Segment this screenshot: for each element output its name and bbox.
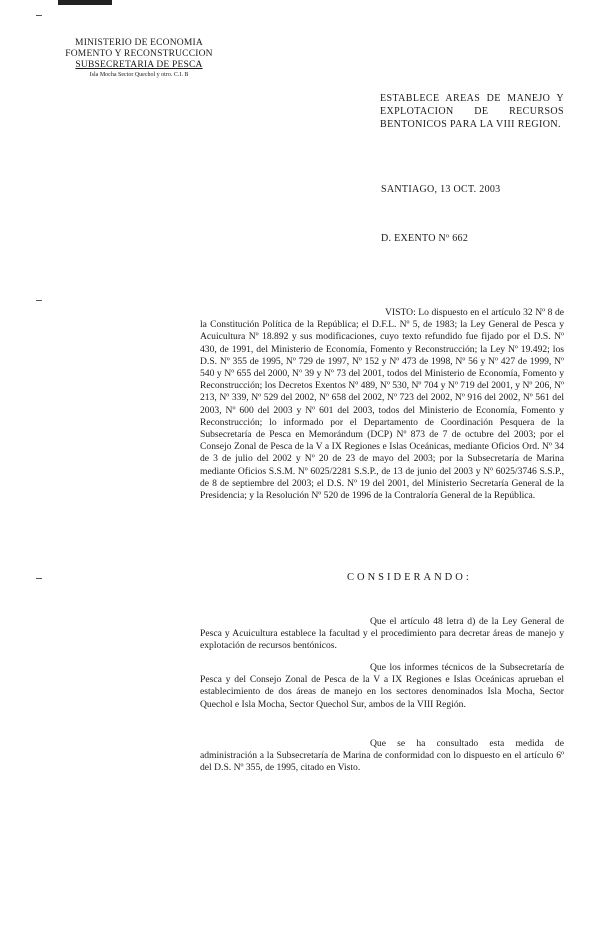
redaction-bar xyxy=(58,0,112,5)
ministry-subname: FOMENTO Y RECONSTRUCCION xyxy=(65,49,213,59)
margin-mark xyxy=(36,300,42,301)
visto-paragraph: VISTO: Lo dispuesto en el artículo 32 Nº 8 de la Constitución Política de la República; el D.F.L. Nº 5, de 1983; la Ley General de Pesca y Acuicultura Nº 18.892 y sus modificaciones, cuyo texto refundido fue fijado por el D.S. Nº 430, de 1991, del Ministerio de Economía, Fomento y Reconstrucción; la Ley Nº 19.492; los D.S. Nº 355 de 1995, Nº 729 de 1997, Nº 152 y Nº 473 de 1998, Nº 56 y Nº 427 de 1999, Nº 540 y Nº 655 del 2000, Nº 39 y Nº 73 del 2001, todos del Ministerio de Economía, Fomento y Reconstrucción; los Decretos Exentos Nº 489, Nº 530, Nº 704 y Nº 719 del 2001, y Nº 206, Nº 213, Nº 339, Nº 529 del 2002, Nº 658 del 2002, Nº 723 del 2002, Nº 916 del 2002, Nº 561 del 2003, Nº 600 del 2003 y Nº 601 del 2003, todos del Ministerio de Economía, Fomento y Reconstrucción; lo informado por el Departamento de Coordinación Pesquera de la Subsecretaría de Pesca en Memorándum (DCP) Nº 873 de 7 de octubre del 2003; por el Consejo Zonal de Pesca de la V a IX Regiones e Islas Oceánicas, mediante Oficios Ord. Nº 34 de 3 de julio del 2002 y Nº 20 de 23 de mayo del 2003; por la Subsecretaría de Marina mediante Oficios S.S.M. Nº 6025/2281 S.S.P., de 13 de junio del 2003 y Nº 6025/3746 S.S.P., de 8 de septiembre del 2003; el D.S. Nº 19 del 2001, del Ministerio Secretaría General de la Presidencia; y la Resolución Nº 520 de 1996 de la Contraloría General de la República. xyxy=(200,307,564,502)
margin-mark xyxy=(36,578,42,579)
ministry-name: MINISTERIO DE ECONOMIA xyxy=(75,38,203,48)
file-reference: Isla Mocha Sector Quechol y otro. C.I. B xyxy=(89,72,189,78)
considerando-paragraph-1: Que el artículo 48 letra d) de la Ley General de Pesca y Acuicultura establece la facultad y el procedimiento para decretar áreas de manejo y explotación de recursos bentónicos. xyxy=(200,616,564,652)
decree-number: D. EXENTO Nº 662 xyxy=(381,233,469,244)
ministry-header xyxy=(54,38,224,80)
decree-date: SANTIAGO, 13 OCT. 2003 xyxy=(381,184,501,195)
considerando-heading: CONSIDERANDO: xyxy=(347,572,472,583)
decree-subject: ESTABLECE AREAS DE MANEJO Y EXPLOTACION DE RECURSOS BENTONICOS PARA LA VIII REGION. xyxy=(380,93,564,130)
considerando-paragraph-3: Que se ha consultado esta medida de administración a la Subsecretaría de Marina de conformidad con lo dispuesto en el artículo 6º del D.S. Nº 355, de 1995, citado en Visto. xyxy=(200,738,564,774)
subsecretaria-name: SUBSECRETARIA DE PESCA xyxy=(75,60,203,70)
considerando-paragraph-2: Que los informes técnicos de la Subsecretaría de Pesca y del Consejo Zonal de Pesca de la V a IX Regiones e Islas Oceánicas aprueban el establecimiento de dos áreas de manejo en los sectores denominados Isla Mocha, Sector Quechol e Isla Mocha, Sector Quechol Sur, ambos de la VIII Región. xyxy=(200,662,564,710)
margin-mark xyxy=(36,15,42,16)
